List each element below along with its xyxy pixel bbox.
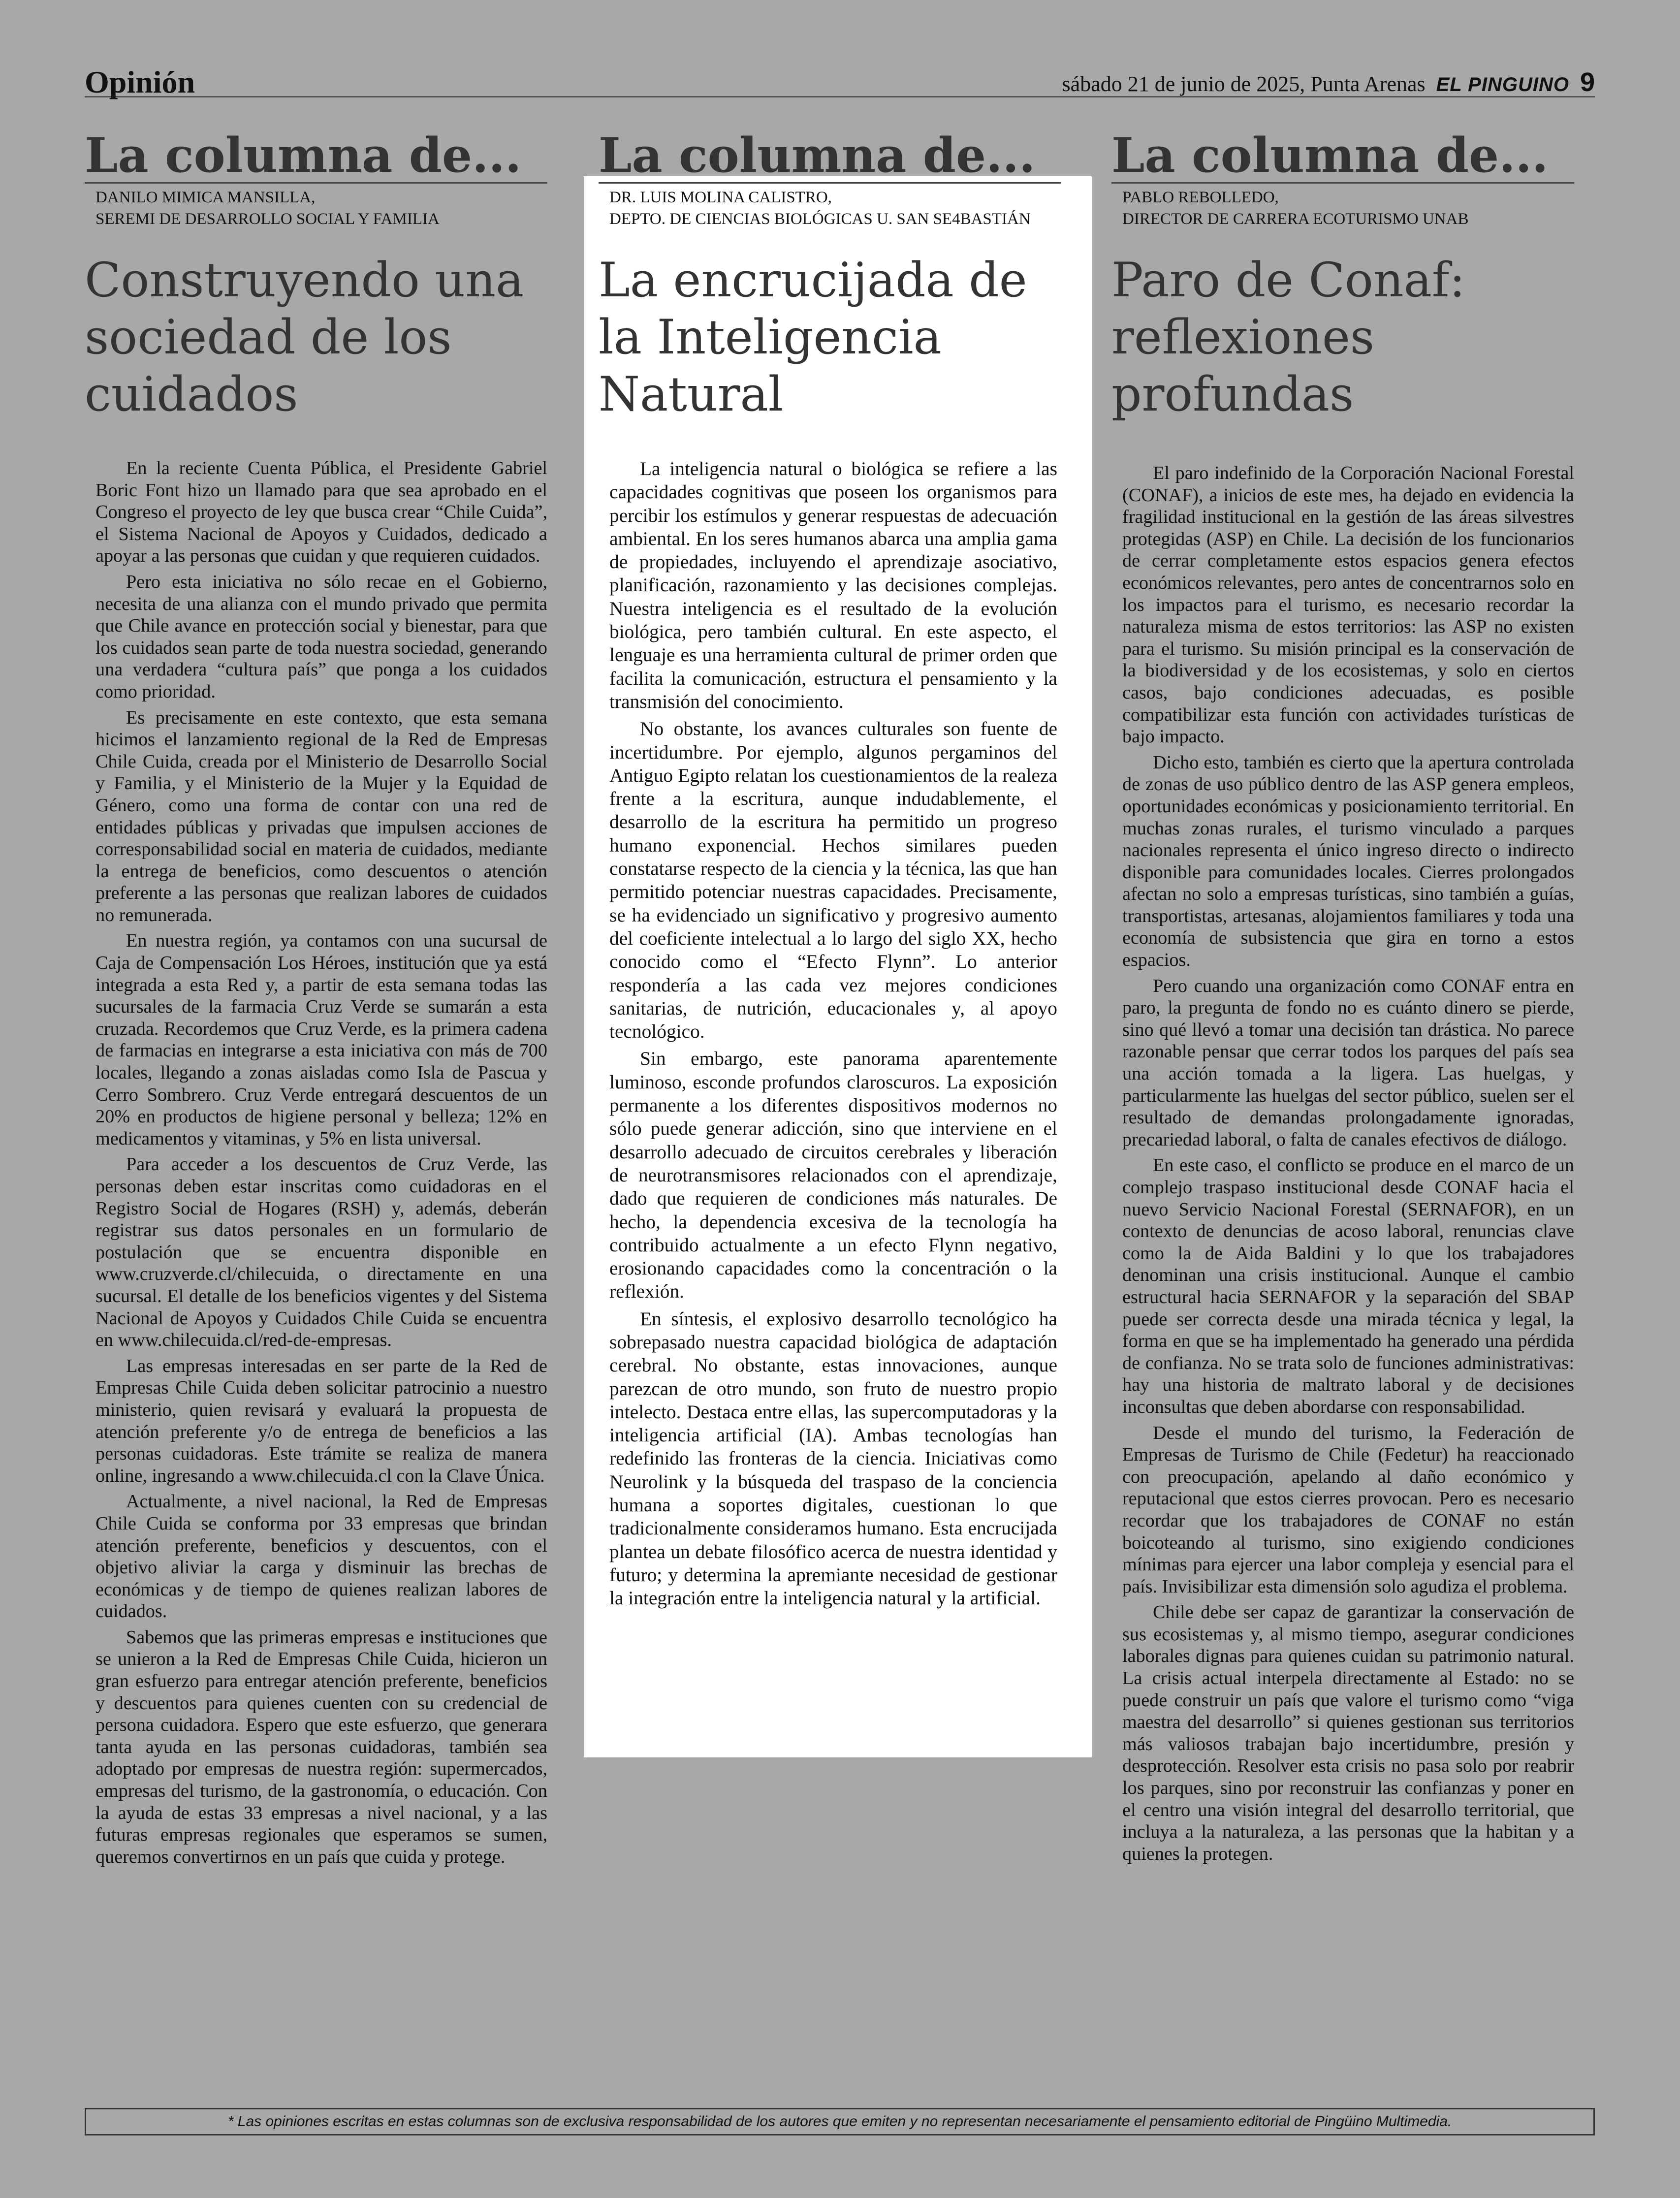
author-name: PABLO REBOLLEDO, bbox=[1122, 189, 1279, 206]
article-body bbox=[609, 457, 1057, 1610]
author-name: DANILO MIMICA MANSILLA, bbox=[95, 189, 316, 206]
column-kicker: La columna de... bbox=[599, 129, 1061, 184]
column-kicker: La columna de... bbox=[1111, 129, 1574, 184]
paragraph: Dicho esto, también es cierto que la apertura controlada de zonas de uso público dentro de las ASP genera empleos, oportunidades económicas y posicionamiento territorial. En muchas zonas rurales, el turismo vinculado a parques nacionales representa el único ingreso directo o indirecto disponible para comunidades locales. Cierres prolongados afectan no solo a empresas turísticas, sino también a guías, transportistas, artesanas, alojamientos familiares y toda una economía de subsistencia que gira en torno a estos espacios. bbox=[1122, 752, 1574, 971]
paragraph: En nuestra región, ya contamos con una sucursal de Caja de Compensación Los Héroes, institución que ya está integrada a esta Red y, a partir de esta semana todas las sucursales de la farmacia Cruz Verde se sumarán a esta cruzada. Recordemos que Cruz Verde, es la primera cadena de farmacias en integrarse a esta iniciativa con más de 700 locales, llegando a zonas aisladas como Isla de Pascua y Cerro Sombrero. Cruz Verde entregará descuentos de un 20% en productos de higiene personal y belleza; 12% en medicamentos y vitaminas, y 5% en lista universal. bbox=[95, 930, 547, 1149]
paragraph: El paro indefinido de la Corporación Nacional Forestal (CONAF), a inicios de este mes, ha dejado en evidencia la fragilidad institucional en la gestión de las áreas silvestres protegidas (ASP) en Chile. La decisión de los funcionarios de cerrar completamente estos espacios genera efectos económicos relevantes, pero antes de concentrarnos solo en los impactos para el turismo, es necesario recordar la naturaleza misma de estos territorios: las ASP no existen para el turismo. Su misión principal es la conservación de la biodiversidad y de los ecosistemas, y solo en ciertos casos, bajo condiciones adecuadas, es posible compatibilizar esta función con actividades turísticas de bajo impacto. bbox=[1122, 463, 1574, 747]
paragraph: Sin embargo, este panorama aparentemente luminoso, esconde profundos claroscuros. La exposición permanente a los diferentes dispositivos modernos no sólo puede generar adicción, sino que interviene en el desarrollo adecuado de circuitos cerebrales y liberación de neurotransmisores relacionados con el aprendizaje, dado que requieren de condiciones más naturales. De hecho, la dependencia excesiva de la tecnología ha contribuido actualmente a un efecto Flynn negativo, erosionando capacidades como la concentración o la reflexión. bbox=[609, 1048, 1057, 1303]
paragraph: Desde el mundo del turismo, la Federación de Empresas de Turismo de Chile (Fedetur) ha reaccionado con preocupación, apelando al daño económico y reputacional que estos cierres provocan. Pero es necesario recordar que los trabajadores de CONAF no están boicoteando al turismo, sino exigiendo condiciones mínimas para ejercer una labor compleja y esencial para el país. Invisibilizar esta dimensión solo agudiza el problema. bbox=[1122, 1422, 1574, 1597]
column-1 bbox=[85, 129, 547, 1872]
brand-logo: EL PINGUINO bbox=[1436, 74, 1569, 96]
column-3 bbox=[1111, 129, 1574, 1869]
paragraph: Sabemos que las primeras empresas e instituciones que se unieron a la Red de Empresas Chile Cuida, hicieron un gran esfuerzo para entregar atención preferente, beneficios y descuentos para quienes cuenten con su credencial de persona cuidadora. Espero que este esfuerzo, que generara tanta ayuda en las personas cuidadoras, también sea adoptado por empresas de nuestra región: supermercados, empresas del turismo, de la gastronomía, o educación. Con la ayuda de estas 33 empresas a nivel nacional, y a las futuras empresas regionales que esperamos se sumen, queremos convertirnos en un país que cuida y protege. bbox=[95, 1626, 547, 1867]
article-title: Construyendo una sociedad de los cuidados bbox=[85, 253, 524, 422]
paragraph: En la reciente Cuenta Pública, el Presidente Gabriel Boric Font hizo un llamado para que sea aprobado en el Congreso el proyecto de ley que busca crear “Chile Cuida”, el Sistema Nacional de Apoyos y Cuidados, dedicado a apoyar a las personas que cuidan y que requieren cuidados. bbox=[95, 458, 547, 567]
author-byline bbox=[95, 187, 547, 230]
author-byline bbox=[1122, 187, 1574, 230]
date-place: sábado 21 de junio de 2025, Punta Arenas bbox=[1062, 72, 1426, 96]
paragraph: Pero cuando una organización como CONAF entra en paro, la pregunta de fondo no es cuánto dinero se pierde, sino qué llevó a tomar una decisión tan drástica. No parece razonable pensar que cerrar todos los parques del país sea una acción tomada a la ligera. Las huelgas, y particularmente las huelgas del sector público, suelen ser el resultado de demandas prolongadamente ignoradas, precariedad laboral, o falta de canales efectivos de diálogo. bbox=[1122, 975, 1574, 1150]
column-kicker: La columna de... bbox=[85, 129, 547, 184]
author-byline bbox=[609, 187, 1061, 230]
page-header bbox=[85, 64, 1595, 97]
article-title: Paro de Conaf: reflexiones profundas bbox=[1111, 253, 1465, 422]
paragraph: Es precisamente en este contexto, que esta semana hicimos el lanzamiento regional de la Red de Empresas Chile Cuida, creada por el Ministerio de Desarrollo Social y Familia, y el Ministerio de la Mujer y la Equidad de Género, como una forma de contar con una red de entidades públicas y privadas que impulsen acciones de corresponsabilidad social en materia de cuidados, mediante la entrega de beneficios, como descuentos o atención preferente a las personas que realizan labores de cuidados no remunerada. bbox=[95, 707, 547, 925]
author-role: SEREMI DE DESARROLLO SOCIAL Y FAMILIA bbox=[95, 210, 440, 228]
paragraph: En síntesis, el explosivo desarrollo tecnológico ha sobrepasado nuestra capacidad biológica de adaptación cerebral. No obstante, estas innovaciones, aunque parezcan de otro mundo, son fruto de nuestro propio intelecto. Destaca entre ellas, las supercomputadoras y la inteligencia artificial (IA). Ambas tecnologías han redefinido las fronteras de la ciencia. Iniciativas como Neurolink y la búsqueda del traspaso de la conciencia humana a soportes digitales, cuestionan lo que tradicionalmente consideramos humano. Esta encrucijada plantea un debate filosófico acerca de nuestra identidad y futuro; y determina la apremiante necesidad de gestionar la integración entre la inteligencia natural y la artificial. bbox=[609, 1307, 1057, 1609]
section-title: Opinión bbox=[85, 64, 195, 99]
paragraph: En este caso, el conflicto se produce en el marco de un complejo traspaso institucional desde CONAF hacia el nuevo Servicio Nacional Forestal (SERNAFOR), en un contexto de denuncias de acoso laboral, renuncias clave como la de Aida Baldini y lo que los trabajadores denominan una crisis institucional. Aunque el cambio estructural hacia SERNAFOR y la separación del SBAP puede ser correcta desde una mirada técnica y legal, la forma en que se ha implementado ha generado una pérdida de confianza. No se trata solo de funciones administrativas: hay una historia de maltrato laboral y de decisiones inconsultas que deben abordarse con responsabilidad. bbox=[1122, 1155, 1574, 1417]
article-body bbox=[95, 457, 547, 1868]
article-body bbox=[1122, 462, 1574, 1865]
paragraph: No obstante, los avances culturales son fuente de incertidumbre. Por ejemplo, algunos pergaminos del Antiguo Egipto relatan los cuestionamientos de la realeza frente a la escritura, aunque indudablemente, el desarrollo de la escritura ha permitido un progreso humano exponencial. Hechos similares pueden constatarse respecto de la ciencia y la técnica, las que han permitido potenciar nuestras capacidades. Precisamente, se ha evidenciado un significativo y progresivo aumento del coeficiente intelectual a lo largo del siglo XX, hecho conocido como el “Efecto Flynn”. Lo anterior respondería a las cada vez mejores condiciones sanitarias, de nutrición, educacionales y, al apoyo tecnológico. bbox=[609, 718, 1057, 1043]
paragraph: Chile debe ser capaz de garantizar la conservación de sus ecosistemas y, al mismo tiempo, asegurar condiciones laborales dignas para quienes cuidan su patrimonio natural. La crisis actual interpela directamente al Estado: no se puede construir un país que valore el turismo como “viga maestra del desarrollo” si quienes gestionan sus territorios más valiosos trabajan bajo incertidumbre, presión y desprotección. Resolver esta crisis no pasa solo por reabrir los parques, sino por reconstruir las confianzas y poner en el centro una visión integral del desarrollo territorial, que incluya a la naturaleza, a las personas que la habitan y a quienes la protegen. bbox=[1122, 1602, 1574, 1864]
paragraph: Pero esta iniciativa no sólo recae en el Gobierno, necesita de una alianza con el mundo privado que permita que Chile avance en protección social y bienestar, para que los cuidados sean parte de toda nuestra sociedad, generando una verdadera “cultura país” que ponga a los cuidados como prioridad. bbox=[95, 571, 547, 702]
paragraph: La inteligencia natural o biológica se refiere a las capacidades cognitivas que poseen los organismos para percibir los estímulos y generar respuestas de adecuación ambiental. En los seres humanos abarca una amplia gama de propiedades, incluyendo el aprendizaje asociativo, planificación, razonamiento y las decisiones complejas. Nuestra inteligencia es el resultado de la evolución biológica, pero también cultural. En este aspecto, el lenguaje es una herramienta cultural de primer orden que facilita la comunicación, estructura el pensamiento y la transmisión del conocimiento. bbox=[609, 458, 1057, 712]
author-role: DIRECTOR DE CARRERA ECOTURISMO UNAB bbox=[1122, 210, 1469, 228]
article-title: La encrucijada de la Inteligencia Natural bbox=[599, 253, 1027, 422]
page-number: 9 bbox=[1580, 67, 1595, 97]
paragraph: Para acceder a los descuentos de Cruz Verde, las personas deben estar inscritas como cuidadoras en el Registro Social de Hogares (RSH) y, además, deberán registrar sus datos personales en un formulario de postulación que se encuentra disponible en www.cruzverde.cl/chilecuida, o directamente en una sucursal. El detalle de los beneficios vigentes y del Sistema Nacional de Apoyos y Cuidados Chile Cuida se encuentra en www.chilecuida.cl/red-de-empresas. bbox=[95, 1154, 547, 1351]
column-2 bbox=[599, 129, 1061, 1614]
author-name: DR. LUIS MOLINA CALISTRO, bbox=[609, 189, 832, 206]
author-role: DEPTO. DE CIENCIAS BIOLÓGICAS U. SAN SE4BASTIÁN bbox=[609, 210, 1031, 228]
paragraph: Actualmente, a nivel nacional, la Red de Empresas Chile Cuida se conforma por 33 empresas que brindan atención preferente, beneficios y descuentos, con el objetivo aliviar la carga y disminuir las brechas de económicas y de tiempo de quienes realizan labores de cuidados. bbox=[95, 1491, 547, 1622]
footer-disclaimer: * Las opiniones escritas en estas columnas son de exclusiva responsabilidad de los autores que emiten y no representan necesariamente el pensamiento editorial de Pingüino Multimedia. bbox=[85, 2108, 1595, 2135]
paragraph: Las empresas interesadas en ser parte de la Red de Empresas Chile Cuida deben solicitar patrocinio a nuestro ministerio, quien revisará y evaluará la propuesta de atención preferente y/o de entrega de beneficios a las personas cuidadoras. Este trámite se realiza de manera online, ingresando a www.chilecuida.cl con la Clave Única. bbox=[95, 1355, 547, 1486]
header-meta bbox=[1062, 67, 1595, 97]
